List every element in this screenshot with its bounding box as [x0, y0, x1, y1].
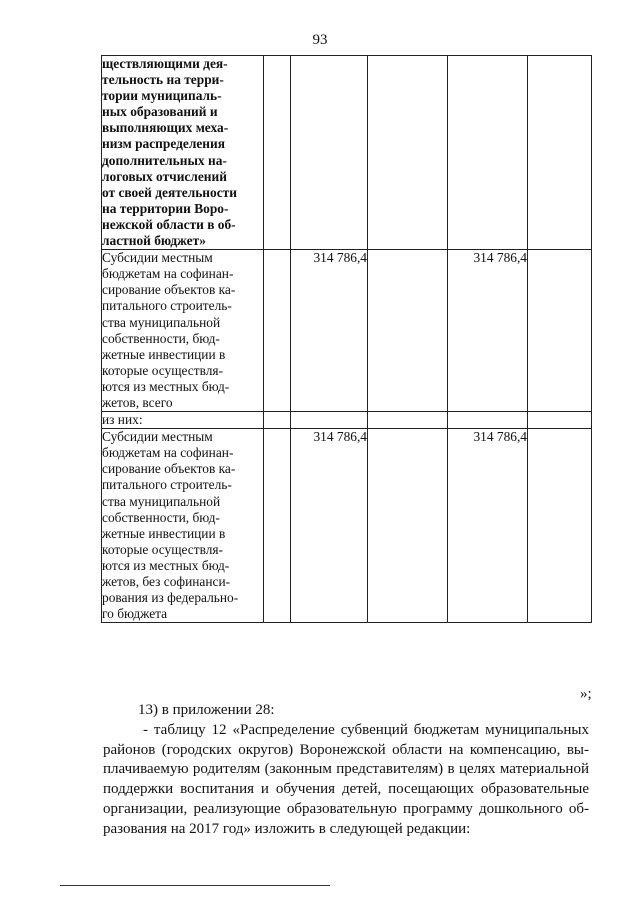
row-label-line: ются из местных бюд-: [102, 557, 230, 573]
row-label-line: сирование объектов ка-: [102, 282, 236, 298]
row-label-line: ных образований и: [102, 104, 218, 120]
row-label-line: которые осуществля-: [102, 362, 224, 378]
row-label-line: жетов, всего: [102, 394, 173, 410]
table-row: [102, 412, 592, 429]
paragraph-line: разования на 2017 год» изложить в следующей редакции:: [103, 820, 471, 837]
row-label-cell: [102, 250, 264, 412]
row-label-line: ластной бюджет»: [102, 233, 206, 249]
budget-table: [101, 55, 592, 623]
value-cell: [528, 56, 592, 250]
value-cell: [368, 250, 448, 412]
value-cell: [264, 412, 291, 429]
row-label-line: логовых отчислений: [102, 168, 227, 184]
table-row: [102, 429, 592, 623]
row-label-line: на территории Воро-: [102, 200, 229, 216]
row-label-line: выполняющих меха-: [102, 120, 229, 136]
row-label-line: питального строитель-: [102, 298, 232, 314]
value-cell: [528, 412, 592, 429]
value-cell: 314 786,4: [291, 250, 368, 412]
paragraph-table-12-replacement: [103, 721, 589, 839]
row-label-line: ства муниципальной: [102, 314, 221, 330]
paragraph-line: - таблицу 12 «Распределение субвенций бюджетам муниципальных: [143, 722, 589, 738]
row-label-line: тельность на терри-: [102, 72, 224, 88]
value-cell: [368, 56, 448, 250]
paragraph-line: районов (городских округов) Воронежской области на компенсацию, вы-: [103, 741, 589, 758]
value-cell: 314 786,4: [448, 250, 528, 412]
row-label-line: из них:: [102, 412, 143, 428]
row-label-line: питального строитель-: [102, 477, 232, 493]
row-label-line: ются из местных бюд-: [102, 378, 230, 394]
row-label-cell: [102, 412, 264, 429]
paragraph-appendix-28: 13) в приложении 28:: [138, 702, 275, 718]
row-label-line: тории муниципаль-: [102, 88, 222, 104]
table-row: [102, 56, 592, 250]
row-label-line: нежской области в об-: [102, 216, 236, 232]
page-number: 93: [312, 32, 328, 48]
row-label-line: го бюджета: [102, 606, 168, 622]
value-cell: [448, 56, 528, 250]
closing-quote: »;: [580, 686, 592, 702]
row-label-line: Субсидии местным: [102, 250, 213, 266]
row-label-line: от своей деятельности: [102, 184, 237, 200]
row-label-line: жетные инвестиции в: [102, 346, 226, 362]
value-cell: 314 786,4: [291, 429, 368, 623]
value-cell: [264, 429, 291, 623]
row-label-line: рования из федерально-: [102, 590, 239, 606]
paragraph-line: поддержки воспитания и обучения детей, посещающих образовательные: [103, 781, 589, 798]
row-label-line: сирование объектов ка-: [102, 461, 236, 477]
row-label-line: ществляющими дея-: [102, 56, 228, 71]
value-cell: [368, 412, 448, 429]
row-label-line: собственности, бюд-: [102, 330, 220, 346]
paragraph-line: организации, реализующие образовательную программу дошкольного об-: [103, 800, 589, 817]
table-row: [102, 250, 592, 412]
row-label-line: ства муниципальной: [102, 493, 221, 509]
value-cell: [528, 429, 592, 623]
paragraph-line: плачиваемую родителям (законным представителям) в целях материальной: [103, 761, 589, 778]
value-cell: [291, 56, 368, 250]
value-cell: [368, 429, 448, 623]
row-label-line: бюджетам на софинан-: [102, 266, 234, 282]
footer-rule: [60, 885, 330, 886]
row-label-line: жетные инвестиции в: [102, 525, 226, 541]
row-label-line: бюджетам на софинан-: [102, 445, 234, 461]
row-label-cell: [102, 429, 264, 623]
value-cell: [291, 412, 368, 429]
row-label-line: Субсидии местным: [102, 429, 213, 445]
row-label-line: жетов, без софинанси-: [102, 574, 231, 589]
value-cell: [264, 56, 291, 250]
row-label-line: низм распределения: [102, 136, 225, 152]
value-cell: [528, 250, 592, 412]
value-cell: [264, 250, 291, 412]
value-cell: 314 786,4: [448, 429, 528, 623]
row-label-cell: [102, 56, 264, 250]
value-cell: [448, 412, 528, 429]
row-label-line: дополнительных на-: [102, 152, 227, 168]
row-label-line: которые осуществля-: [102, 541, 224, 557]
row-label-line: собственности, бюд-: [102, 509, 220, 525]
